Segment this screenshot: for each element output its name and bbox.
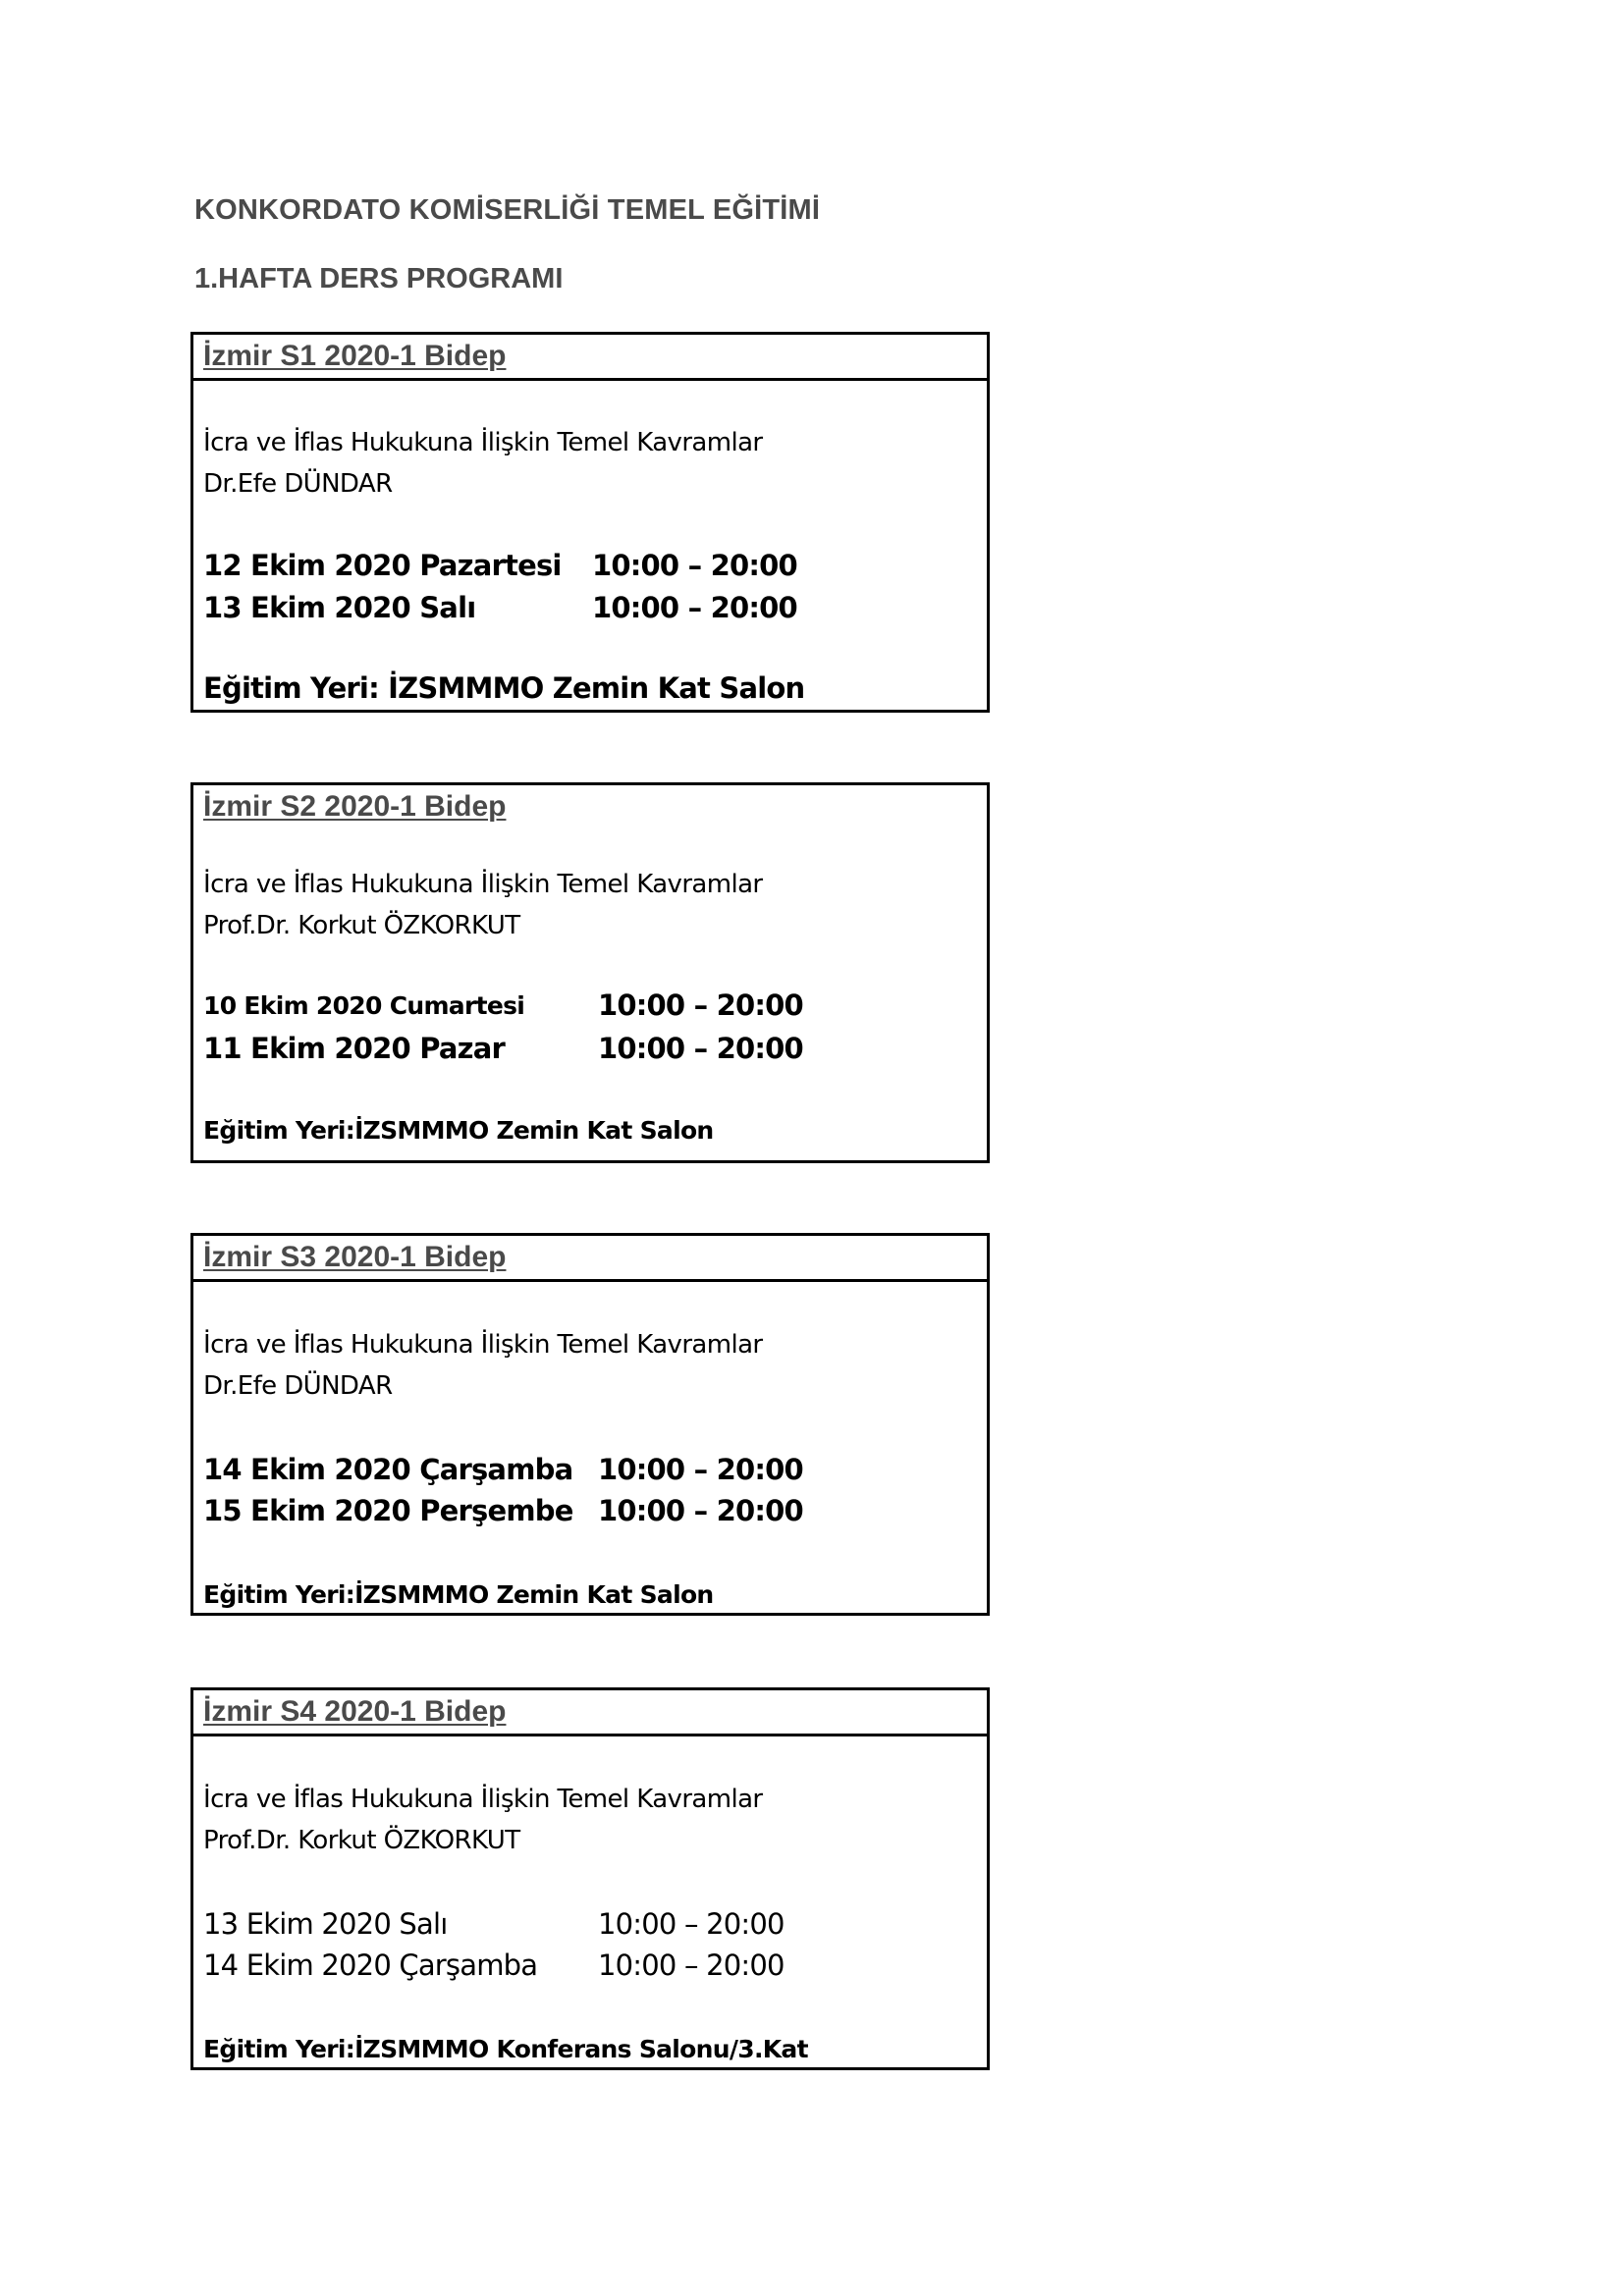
schedule-time: 10:00 – 20:00 [598,988,803,1022]
schedule-time: 10:00 – 20:00 [598,1032,803,1065]
schedule-time: 10:00 – 20:00 [592,591,797,624]
schedule-day: 11 Ekim 2020 Pazar [203,1032,506,1065]
schedule-time: 10:00 – 20:00 [598,1494,803,1527]
session-header [193,1690,987,1736]
course-name: İcra ve İflas Hukukuna İlişkin Temel Kavramlar [203,428,763,457]
session-box-s2 [190,782,990,1163]
instructor-name: Prof.Dr. Korkut ÖZKORKUT [203,1826,520,1855]
location: Eğitim Yeri:İZSMMMO Zemin Kat Salon [203,1116,714,1145]
document-subtitle: 1.HAFTA DERS PROGRAMI [194,263,564,294]
schedule-time: 10:00 – 20:00 [598,1453,803,1486]
instructor-name: Dr.Efe DÜNDAR [203,1371,393,1401]
location: Eğitim Yeri: İZSMMMO Zemin Kat Salon [203,671,805,705]
session-box-s1 [190,332,990,713]
schedule-day: 14 Ekim 2020 Çarşamba [203,1453,573,1486]
schedule-day: 14 Ekim 2020 Çarşamba [203,1949,538,1982]
schedule-time: 10:00 – 20:00 [598,1907,785,1941]
session-title: İzmir S1 2020-1 Bidep [203,340,507,372]
document-title: KONKORDATO KOMİSERLİĞİ TEMEL EĞİTİMİ [194,194,821,226]
session-title: İzmir S4 2020-1 Bidep [203,1695,507,1728]
session-header [193,1236,987,1282]
schedule-time: 10:00 – 20:00 [598,1949,785,1982]
schedule-day: 12 Ekim 2020 Pazartesi [203,549,562,582]
course-name: İcra ve İflas Hukukuna İlişkin Temel Kavramlar [203,1785,763,1814]
session-title: İzmir S3 2020-1 Bidep [203,1241,507,1273]
session-box-s4 [190,1687,990,2070]
course-name: İcra ve İflas Hukukuna İlişkin Temel Kavramlar [203,870,763,899]
session-header [193,335,987,381]
session-box-s3 [190,1233,990,1616]
location: Eğitim Yeri:İZSMMMO Zemin Kat Salon [203,1580,714,1609]
schedule-time: 10:00 – 20:00 [592,549,797,582]
schedule-day: 15 Ekim 2020 Perşembe [203,1494,573,1527]
location: Eğitim Yeri:İZSMMMO Konferans Salonu/3.Kat [203,2035,808,2063]
instructor-name: Dr.Efe DÜNDAR [203,469,393,499]
schedule-day: 13 Ekim 2020 Salı [203,1907,448,1941]
schedule-day: 10 Ekim 2020 Cumartesi [203,991,525,1020]
course-name: İcra ve İflas Hukukuna İlişkin Temel Kavramlar [203,1330,763,1360]
schedule-day: 13 Ekim 2020 Salı [203,591,476,624]
instructor-name: Prof.Dr. Korkut ÖZKORKUT [203,911,520,940]
session-title: İzmir S2 2020-1 Bidep [203,790,507,823]
session-header [193,785,987,831]
